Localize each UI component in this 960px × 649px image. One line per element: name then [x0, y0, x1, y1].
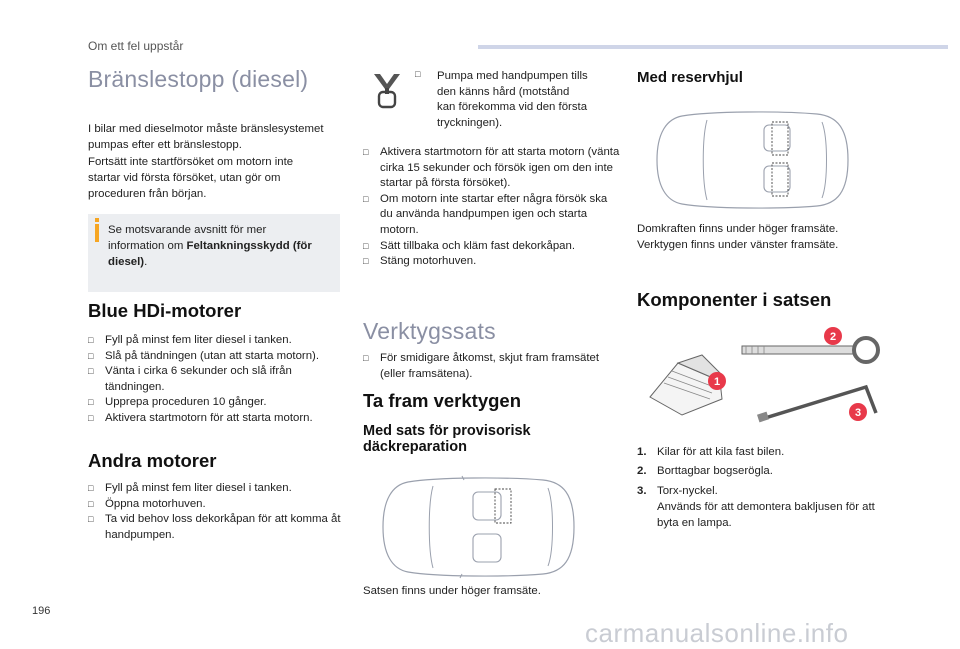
toolkit-components-illustration	[642, 325, 882, 425]
take-out-tools-heading: Ta fram verktygen	[363, 390, 521, 411]
repair-kit-heading: Med sats för provisorisk däckreparation	[363, 423, 531, 455]
checkbox-bullet-icon: □	[415, 69, 421, 79]
checkbox-bullet-icon: □	[363, 193, 369, 204]
list-item: □ Sätt tillbaka och kläm fast dekorkåpan.	[363, 239, 623, 255]
other-engines-list	[88, 481, 350, 543]
checkbox-bullet-icon: □	[363, 240, 369, 251]
list-item: □ Om motorn inte startar efter några försök ska du använda handpumpen igen och starta motorn.	[363, 192, 608, 236]
header-bar	[478, 45, 948, 49]
intro-line: startar vid första försöket, utan gör om	[88, 171, 281, 184]
car-diagram-spare-wheel	[652, 108, 852, 212]
list-item: □ Öppna motorhuven.	[88, 497, 350, 513]
badge-1	[708, 372, 726, 390]
checkbox-bullet-icon: □	[88, 498, 94, 509]
svg-text:2: 2	[829, 331, 837, 343]
list-item: □ Vänta i cirka 6 sekunder och slå ifrån tändningen.	[88, 365, 292, 393]
list-item: □ Stäng motorhuven.	[363, 254, 623, 270]
checkbox-bullet-icon: □	[363, 353, 369, 363]
checkbox-bullet-icon: □	[88, 412, 94, 423]
checkbox-bullet-icon: □	[88, 514, 94, 525]
components-heading: Komponenter i satsen	[637, 289, 832, 310]
checkbox-bullet-icon: □	[88, 366, 94, 377]
blue-hdi-list	[88, 333, 343, 427]
checkbox-bullet-icon: □	[88, 483, 94, 493]
svg-text:1: 1	[713, 376, 721, 388]
list-item: □ Slå på tändningen (utan att starta motorn).	[88, 349, 343, 365]
intro-line: proceduren från början.	[88, 188, 207, 201]
hand-pump-icon	[372, 72, 402, 112]
towing-eye-icon	[742, 338, 878, 362]
watermark: carmanualsonline.info	[585, 618, 849, 648]
checkbox-bullet-icon: □	[363, 147, 369, 157]
blue-hdi-heading: Blue HDi-motorer	[88, 300, 242, 321]
checkbox-bullet-icon: □	[88, 350, 94, 361]
note-link: Feltankningsskydd (för	[186, 240, 312, 252]
other-engines-heading: Andra motorer	[88, 450, 217, 471]
diesel-intro	[88, 121, 348, 202]
list-item: □ Ta vid behov loss dekorkåpan för att komma åt handpumpen.	[88, 513, 341, 541]
toolkit-title: Verktygssats	[363, 318, 496, 344]
intro-line: pumpas efter ett bränslestopp.	[88, 139, 242, 152]
list-item: □ Fyll på minst fem liter diesel i tanken.	[88, 333, 343, 349]
diesel-title: Bränslestopp (diesel)	[88, 66, 309, 92]
list-item: 1. Kilar för att kila fast bilen.	[637, 446, 785, 458]
list-item: □ Aktivera startmotorn för att starta motorn (vänta cirka 15 sekunder och försök igen om den inte startar på första försöket).	[363, 146, 620, 190]
spare-wheel-heading: Med reservhjul	[637, 69, 743, 86]
list-item: □ Aktivera startmotorn för att starta motorn.	[88, 411, 343, 427]
page-number: 196	[32, 605, 51, 617]
checkbox-bullet-icon: □	[88, 335, 94, 345]
intro-line: Fortsätt inte startförsöket om motorn inte	[88, 155, 294, 168]
list-item: □ Upprepa proceduren 10 gånger.	[88, 395, 343, 411]
intro-line: I bilar med dieselmotor måste bränslesystemet	[88, 123, 324, 135]
list-item: □ För smidigare åtkomst, skjut fram framsätet (eller framsätena).	[363, 352, 600, 380]
car-diagram-repair-kit	[378, 474, 578, 580]
info-note	[88, 214, 340, 292]
toolkit-list	[363, 351, 623, 382]
note-text: Se motsvarande avsnitt för mer information om Feltankningsskydd (för diesel).	[108, 224, 312, 268]
checkbox-bullet-icon: □	[363, 256, 369, 267]
list-item: 3. Torx-nyckel. Används för att demontera bakljusen för att byta en lampa.	[637, 484, 875, 530]
list-item: □ Fyll på minst fem liter diesel i tanken.	[88, 481, 350, 497]
section-header: Om ett fel uppstår	[88, 39, 184, 53]
badge-2	[824, 327, 842, 345]
checkbox-bullet-icon: □	[88, 397, 94, 408]
restart-steps-list	[363, 145, 623, 270]
svg-text:3: 3	[854, 407, 862, 419]
list-item: 2. Borttagbar bogserögla.	[637, 465, 773, 478]
badge-3	[849, 403, 867, 421]
components-list	[637, 444, 897, 534]
kit-location: Satsen finns under höger framsäte.	[363, 585, 541, 597]
spare-wheel-text: Domkraften finns under höger framsäte. Verktygen finns under vänster framsäte.	[637, 223, 839, 252]
info-icon	[95, 224, 99, 242]
